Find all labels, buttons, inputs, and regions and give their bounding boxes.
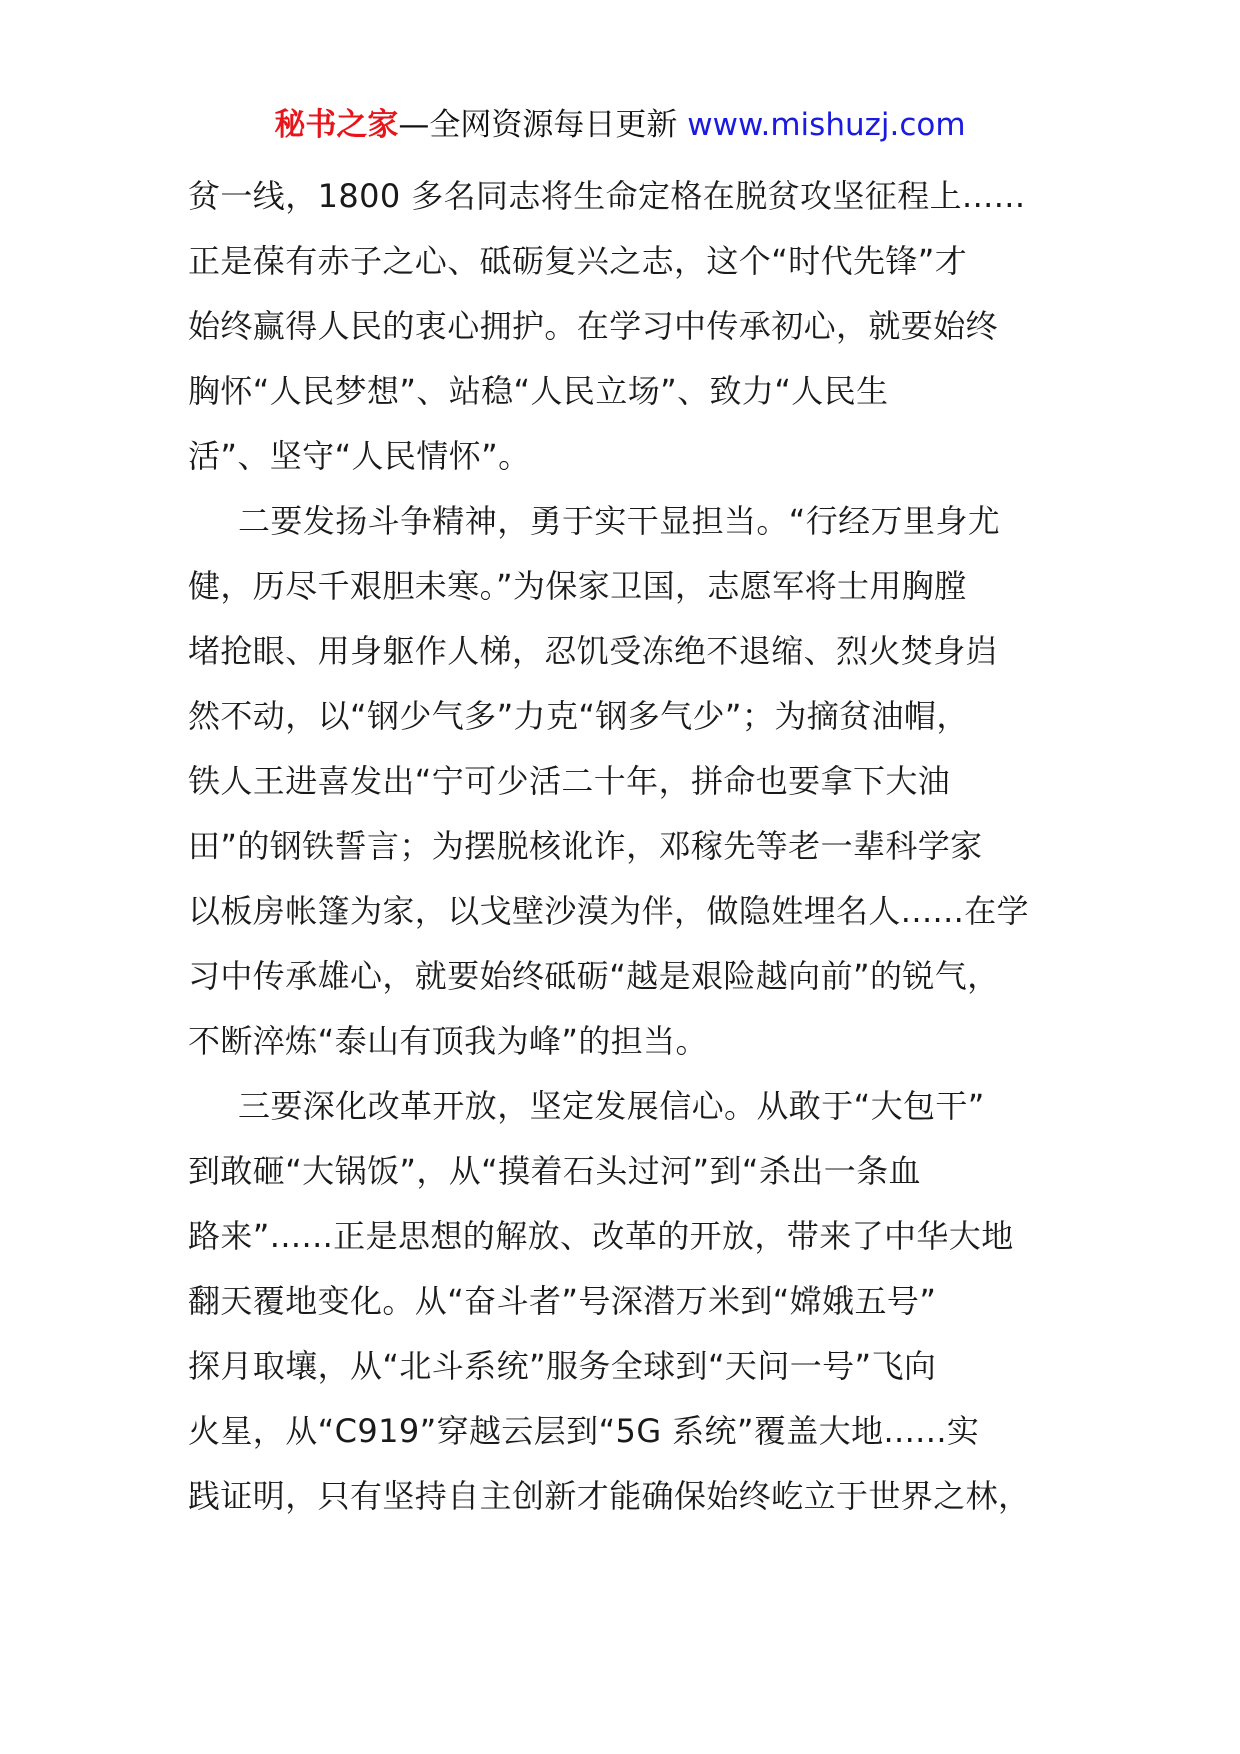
text-line: 健，历尽千艰胆未寒。”为保家卫国，志愿军将士用胸膛 [188, 567, 967, 605]
brand-name: 秘书之家 [274, 107, 399, 143]
text-line: 然不动，以“钢少气多”力克“钢多气少”；为摘贫油帽， [188, 697, 969, 735]
text-line: 田”的钢铁誓言；为摆脱核讹诈，邓稼先等老一辈科学家 [188, 827, 983, 865]
brand-slogan: —全网资源每日更新 [398, 107, 678, 143]
paragraph-start-line: 二要发扬斗争精神，勇于实干显担当。“行经万里身尤 [238, 502, 1001, 540]
text-line: 正是葆有赤子之心、砥砺复兴之志，这个“时代先锋”才 [188, 242, 968, 280]
text-line: 翻天覆地变化。从“奋斗者”号深潜万米到“嫦娥五号” [188, 1282, 937, 1320]
text-line: 堵抢眼、用身躯作人梯，忍饥受冻绝不退缩、烈火焚身岿 [188, 632, 999, 670]
site-url-link[interactable]: www.mishuzj.com [687, 107, 966, 143]
text-line: 不断淬炼“泰山有顶我为峰”的担当。 [188, 1022, 708, 1060]
document-body [188, 164, 1048, 1529]
text-line: 习中传承雄心，就要始终砥砺“越是艰险越向前”的锐气， [188, 957, 1000, 995]
text-line: 践证明，只有坚持自主创新才能确保始终屹立于世界之林， [188, 1477, 1031, 1515]
site-header [0, 100, 1240, 150]
text-line: 活”、坚守“人民情怀”。 [188, 437, 531, 475]
text-line: 胸怀“人民梦想”、站稳“人民立场”、致力“人民生 [188, 372, 889, 410]
text-line: 始终赢得人民的衷心拥护。在学习中传承初心，就要始终 [188, 307, 999, 345]
text-line: 探月取壤，从“北斗系统”服务全球到“天问一号”飞向 [188, 1347, 937, 1385]
text-line: 贫一线，1800 多名同志将生命定格在脱贫攻坚征程上...... [188, 177, 1026, 215]
paragraph-start-line: 三要深化改革开放，坚定发展信心。从敢于“大包干” [238, 1087, 985, 1125]
text-line: 以板房帐篷为家，以戈壁沙漠为伴，做隐姓埋名人......在学 [188, 892, 1030, 930]
text-line: 铁人王进喜发出“宁可少活二十年，拼命也要拿下大油 [188, 762, 951, 800]
text-line: 火星，从“C919”穿越云层到“5G 系统”覆盖大地......实 [188, 1412, 980, 1450]
text-line: 到敢砸“大锅饭”，从“摸着石头过河”到“杀出一条血 [188, 1152, 921, 1190]
text-line: 路来”......正是思想的解放、改革的开放，带来了中华大地 [188, 1217, 1014, 1255]
